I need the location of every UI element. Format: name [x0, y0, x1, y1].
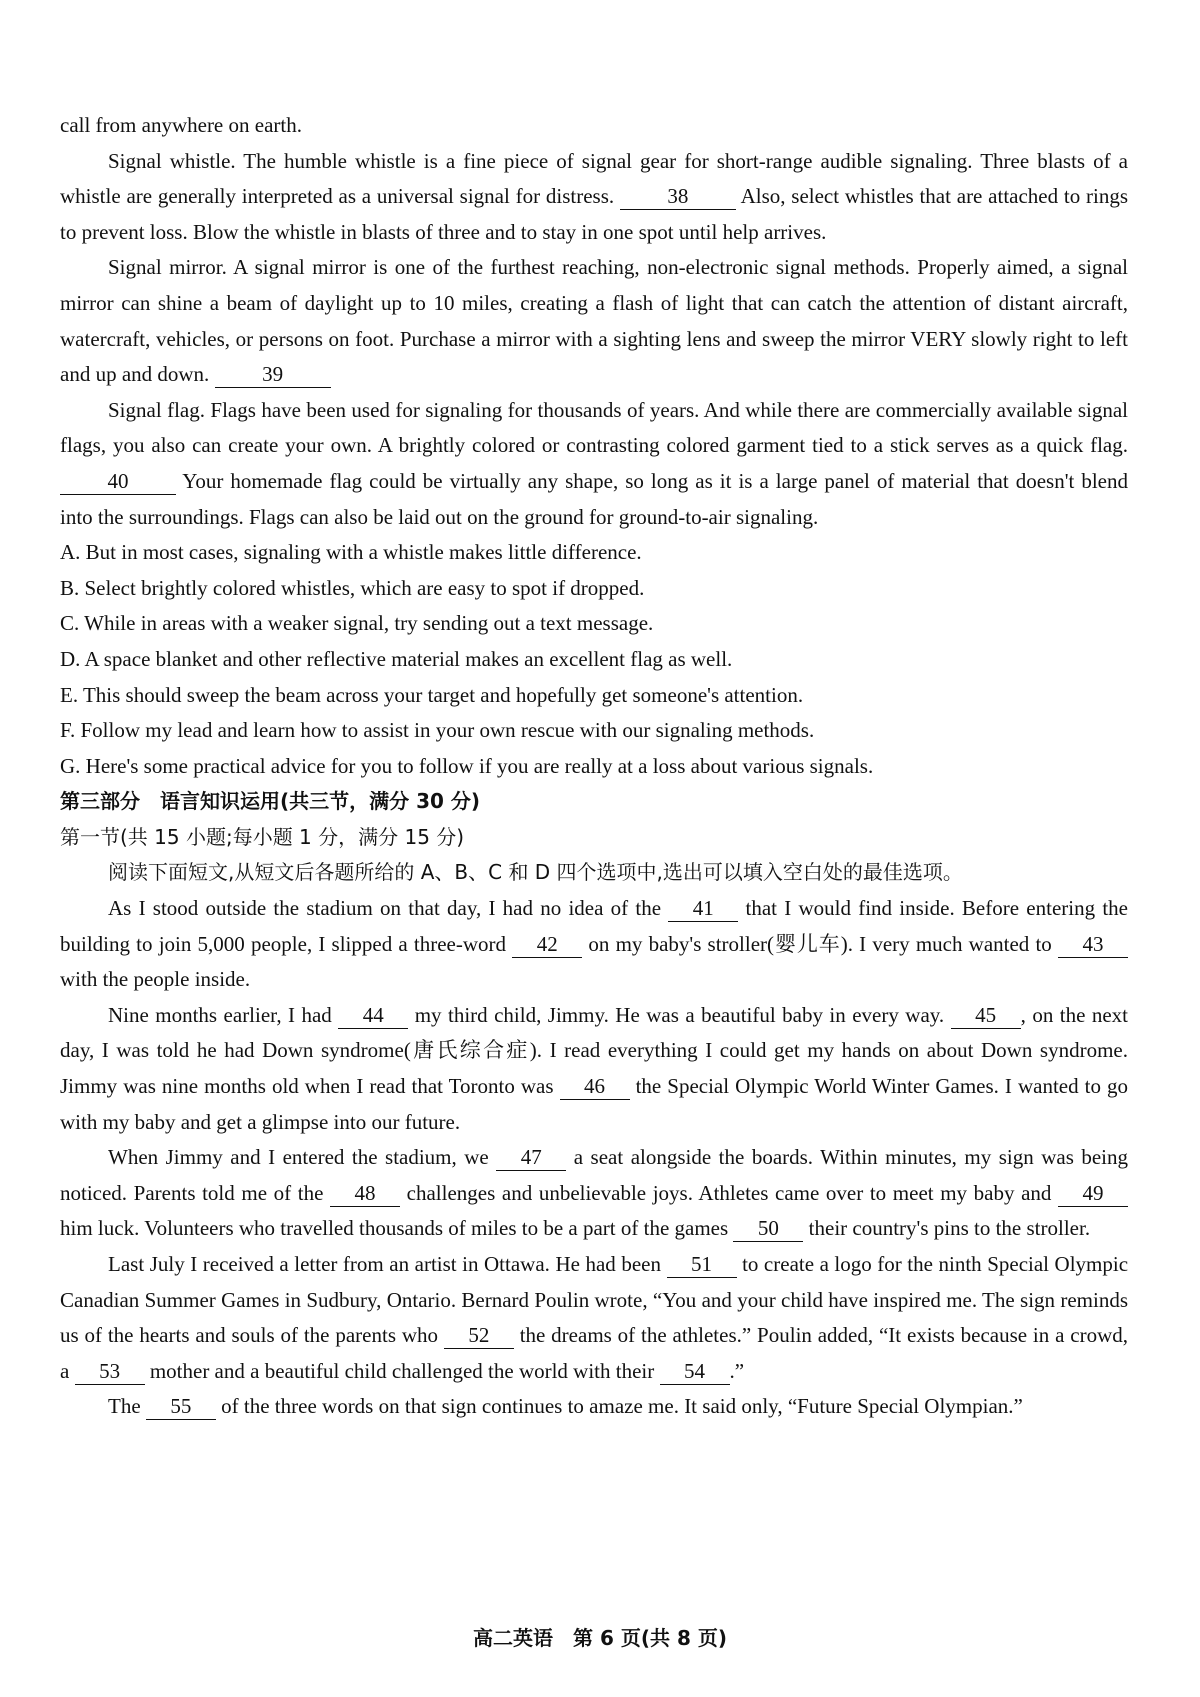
page-footer: 高二英语 第 6 页(共 8 页)	[473, 1626, 727, 1650]
option-d: D. A space blanket and other reflective material makes an excellent flag as well.	[60, 646, 733, 671]
flag-paragraph	[60, 393, 1128, 535]
option-b: B. Select brightly colored whistles, which are easy to spot if dropped.	[60, 575, 645, 600]
cloze-text: my third child, Jimmy. He was a beautiful baby in every way.	[414, 1002, 945, 1027]
blank-47: 47	[496, 1144, 566, 1171]
cloze-text: the Special Olympic World Winter Games. I wanted to go with my baby and get a glimpse into our future.	[60, 1074, 1128, 1134]
answer-options	[60, 535, 1128, 784]
cloze-text: As I stood outside the stadium on that day, I had no idea of the	[108, 896, 662, 921]
blank-48: 48	[330, 1180, 400, 1207]
cloze-text: a seat alongside the boards. Within minutes, my sign was being noticed. Parents told me of the	[60, 1145, 1129, 1205]
cloze-paragraph-2	[60, 998, 1128, 1140]
section-one-heading: 第一节(共 15 小题;每小题 1 分，满分 15 分)	[60, 824, 465, 849]
option-a: A. But in most cases, signaling with a whistle makes little difference.	[60, 540, 642, 565]
cloze-text: mother and a beautiful child challenged the world with their	[149, 1358, 655, 1383]
cloze-text: to create a logo for the ninth Special Olympic Canadian Summer Games in Sudbury, Ontario. Bernard Poulin wrote, “You and your child have inspired me. The sign reminds us of the hearts and souls of the parents who	[60, 1252, 1129, 1348]
blank-52: 52	[444, 1322, 514, 1349]
blank-44: 44	[338, 1002, 408, 1029]
cloze-text: their country's pins to the stroller.	[808, 1216, 1091, 1241]
whistle-paragraph	[60, 144, 1128, 251]
flag-text-b: Your homemade flag could be virtually any shape, so long as it is a large panel of material that doesn't blend into the surroundings. Flags can also be laid out on the ground for ground-to-air signaling.	[60, 468, 1128, 529]
cloze-paragraph-1	[60, 891, 1128, 998]
option-g: G. Here's some practical advice for you to follow if you are really at a loss about various signals.	[60, 753, 874, 778]
cloze-paragraph-3	[60, 1140, 1128, 1247]
blank-41: 41	[668, 895, 738, 922]
mirror-text: Signal mirror. A signal mirror is one of the furthest reaching, non-electronic signal methods. Properly aimed, a signal mirror can shine a beam of daylight up to 10 miles, creating a flash of light that can catch the attention of distant aircraft, watercraft, vehicles, or persons on foot. Purchase a mirror with a sighting lens and sweep the mirror VERY slowly right to left and up and down.	[60, 255, 1128, 387]
blank-50: 50	[733, 1215, 803, 1242]
option-f: F. Follow my lead and learn how to assist in your own rescue with our signaling methods.	[60, 718, 815, 743]
passage-fragment: call from anywhere on earth.	[60, 113, 302, 137]
cloze-text: that I would find inside. Before entering the building to join 5,000 people, I slipped a three-word	[60, 896, 1128, 956]
exam-page	[60, 108, 1128, 1425]
blank-45: 45	[951, 1002, 1021, 1029]
cloze-text: Last July I received a letter from an artist in Ottawa. He had been	[108, 1252, 661, 1276]
cloze-paragraph-5	[60, 1389, 1128, 1425]
blank-55: 55	[146, 1393, 216, 1420]
blank-46: 46	[560, 1073, 630, 1100]
cloze-paragraph-4	[60, 1247, 1128, 1389]
cloze-text: him luck. Volunteers who travelled thousands of miles to be a part of the games	[60, 1216, 729, 1241]
cloze-text: The	[108, 1394, 141, 1419]
cloze-text: , on the next day, I was told he had Down syndrome(唐氏综合症). I read everything I could get my hands on about Down syndrome. Jimmy was nine months old when I read that Toronto was	[60, 1002, 1129, 1099]
blank-54: 54	[660, 1358, 730, 1385]
flag-text-a: Signal flag. Flags have been used for signaling for thousands of years. And while there are commercially available signal flags, you also can create your own. A brightly colored or contrasting colored garment tied to a stick serves as a quick flag.	[60, 397, 1128, 458]
cloze-text: of the three words on that sign continues to amaze me. It said only, “Future Special Olympian.”	[221, 1394, 1023, 1419]
blank-51: 51	[667, 1251, 737, 1278]
cloze-text: Nine months earlier, I had	[108, 1002, 332, 1027]
blank-43: 43	[1058, 931, 1128, 958]
cloze-text: When Jimmy and I entered the stadium, we	[108, 1145, 489, 1170]
whistle-text-a: Signal whistle. The humble whistle is a fine piece of signal gear for short-range audible signaling. Three blasts of a whistle are generally interpreted as a universal signal for distress.	[60, 148, 1128, 209]
section-instruction: 阅读下面短文,从短文后各题所给的 A、B、C 和 D 四个选项中,选出可以填入空白处的最佳选项。	[108, 860, 963, 885]
option-e: E. This should sweep the beam across your target and hopefully get someone's attention.	[60, 682, 804, 707]
blank-39: 39	[215, 361, 331, 388]
cloze-text: .”	[729, 1358, 745, 1383]
cloze-text: on my baby's stroller(婴儿车). I very much wanted to	[588, 931, 1052, 956]
part-three-heading: 第三部分 语言知识运用(共三节，满分 30 分)	[60, 789, 481, 814]
blank-40: 40	[60, 468, 176, 495]
cloze-text: the dreams of the athletes.” Poulin added, “It exists because in a crowd, a	[60, 1323, 1129, 1383]
whistle-text-b: Also, select whistles that are attached to rings to prevent loss. Blow the whistle in blasts of three and to stay in one spot until help arrives.	[60, 184, 1129, 244]
blank-38: 38	[620, 183, 736, 210]
mirror-paragraph	[60, 250, 1128, 392]
option-c: C. While in areas with a weaker signal, try sending out a text message.	[60, 611, 654, 636]
blank-42: 42	[512, 931, 582, 958]
blank-53: 53	[75, 1358, 145, 1385]
cloze-text: with the people inside.	[60, 967, 251, 992]
cloze-text: challenges and unbelievable joys. Athletes came over to meet my baby and	[406, 1180, 1052, 1205]
blank-49: 49	[1058, 1180, 1128, 1207]
